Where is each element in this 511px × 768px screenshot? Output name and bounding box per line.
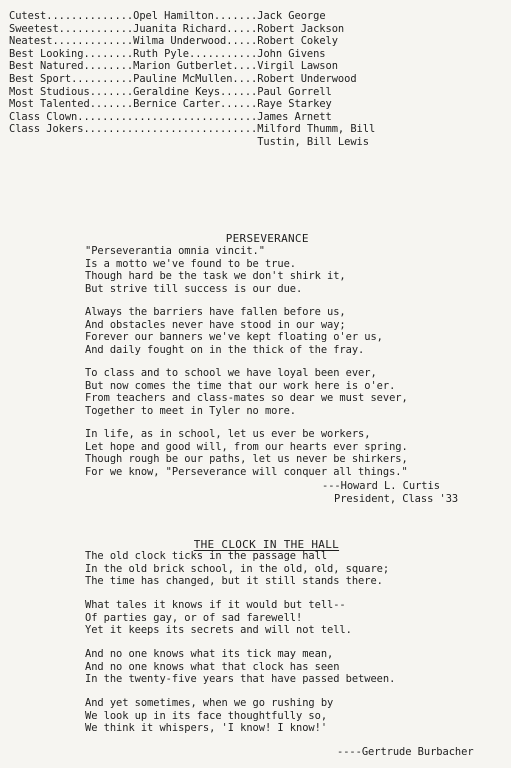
- superlative-girl: Opel Hamilton: [133, 10, 214, 22]
- superlative-girl: Bernice Carter: [133, 98, 221, 111]
- superlative-boy: Milford Thumm, Bill: [257, 123, 376, 136]
- superlative-row: Best Looking........Ruth Pyle...........John Givens: [9, 47, 326, 60]
- poem-line: Of parties gay, or of sad farewell!: [85, 611, 303, 624]
- poem-line: But strive till success is our due.: [85, 282, 303, 295]
- poem-line: Always the barriers have fallen before us,: [85, 306, 346, 318]
- poem-line: In the twenty-five years that have passed between.: [85, 673, 396, 686]
- superlative-girl: Ruth Pyle: [133, 47, 189, 60]
- poem-line: In life, as in school, let us ever be workers,: [85, 428, 371, 440]
- superlative-boy: Robert Cokely: [257, 35, 338, 48]
- superlative-continuation: Tustin, Bill Lewis: [9, 135, 369, 148]
- superlative-row: Sweetest............Juanita Richard.....Robert Jackson: [9, 22, 345, 35]
- superlative-boy: Robert Underwood: [257, 72, 357, 85]
- poem-line: Yet it keeps its secrets and will not tell.: [85, 624, 352, 637]
- superlative-category: Class Jokers: [9, 123, 84, 136]
- superlative-category: Cutest: [9, 10, 47, 22]
- superlative-category: Sweetest: [9, 22, 59, 35]
- superlative-category: Most Studious: [9, 85, 90, 98]
- superlative-row: Class Clown.............................James Arnett: [9, 110, 332, 123]
- superlative-girl: Pauline McMullen: [133, 72, 233, 85]
- superlative-row: Cutest..............Opel Hamilton.......Jack George: [9, 10, 326, 22]
- poem-line: What tales it knows if it would but tell--: [85, 599, 346, 611]
- poem2-stanza: [85, 697, 333, 735]
- poem1-signature-title: President, Class '33: [334, 493, 459, 505]
- superlative-row: Most Studious.......Geraldine Keys......Paul Gorrell: [9, 85, 332, 98]
- superlative-boy: James Arnett: [257, 110, 332, 123]
- poem-line: For we know, "Perseverance will conquer all things.": [85, 465, 408, 478]
- poem-line: We think it whispers, 'I know! I know!': [85, 722, 328, 735]
- superlatives-list: [9, 10, 375, 149]
- poem1-stanza: [85, 245, 346, 295]
- poem1-stanza: [85, 306, 383, 356]
- superlative-category: Best Looking: [9, 47, 84, 60]
- poem1-stanza: [85, 367, 408, 417]
- poem-line: Though rough be our paths, let us never be shirkers,: [85, 453, 408, 466]
- poem-line: And daily fought on in the thick of the fray.: [85, 343, 365, 356]
- poem2-signature: ----Gertrude Burbacher: [337, 746, 474, 758]
- poem-line: Is a motto we've found to be true.: [85, 257, 296, 270]
- poem2-title: THE CLOCK IN THE HALL: [193, 537, 340, 551]
- superlative-boy: Jack George: [257, 10, 326, 22]
- poem-line: The old clock ticks in the passage hall: [85, 550, 328, 562]
- poem-line: And obstacles never have stood in our way;: [85, 318, 346, 331]
- superlative-girl: Marion Gutberlet: [133, 60, 233, 73]
- superlative-category: Class Clown: [9, 110, 78, 123]
- superlative-row: Class Jokers............................Milford Thumm, Bill: [9, 123, 376, 136]
- superlative-category: Best Sport: [9, 72, 72, 85]
- poem-line: "Perseverantia omnia vincit.": [85, 245, 265, 257]
- superlative-boy: Virgil Lawson: [257, 60, 338, 73]
- poem-line: And no one knows what that clock has seen: [85, 660, 340, 673]
- superlative-row: Neatest.............Wilma Underwood.....Robert Cokely: [9, 35, 338, 48]
- poem2-stanza: [85, 550, 389, 588]
- superlative-boy: Raye Starkey: [257, 98, 332, 111]
- poem-line: In the old brick school, in the old, old, square;: [85, 562, 390, 575]
- poem-line: We look up in its face thoughtfully so,: [85, 709, 328, 722]
- superlative-girl: Geraldine Keys: [133, 85, 221, 98]
- poem1-title: PERSEVERANCE: [225, 231, 309, 245]
- superlative-girl: Juanita Richard: [133, 22, 227, 35]
- superlative-category: Neatest: [9, 35, 53, 48]
- poem1-signature: ---Howard L. Curtis: [322, 480, 440, 492]
- superlative-row: Best Natured........Marion Gutberlet....Virgil Lawson: [9, 60, 338, 73]
- poem2-stanza: [85, 599, 352, 637]
- superlative-row: Best Sport..........Pauline McMullen....Robert Underwood: [9, 72, 357, 85]
- poem-line: And no one knows what its tick may mean,: [85, 648, 334, 660]
- poem-line: Together to meet in Tyler no more.: [85, 404, 296, 417]
- superlative-girl: Wilma Underwood: [133, 35, 227, 48]
- poem-line: To class and to school we have loyal been ever,: [85, 367, 377, 379]
- superlative-row: Most Talented.......Bernice Carter......Raye Starkey: [9, 98, 332, 111]
- superlative-boy: Paul Gorrell: [257, 85, 332, 98]
- poem-line: And yet sometimes, when we go rushing by: [85, 697, 334, 709]
- poem-line: Though hard be the task we don't shirk it,: [85, 270, 346, 283]
- poem-line: Let hope and good will, from our hearts ever spring.: [85, 440, 408, 453]
- superlative-category: Most Talented: [9, 98, 90, 111]
- superlative-category: Best Natured: [9, 60, 84, 73]
- poem2-stanza: [85, 648, 395, 686]
- poem-line: But now comes the time that our work here is o'er.: [85, 379, 396, 392]
- poem-line: From teachers and class-mates so dear we must sever,: [85, 392, 408, 405]
- poem1-stanza: [85, 428, 408, 478]
- poem-line: The time has changed, but it still stands there.: [85, 575, 383, 588]
- superlative-boy: John Givens: [257, 47, 326, 60]
- poem-line: Forever our banners we've kept floating o'er us,: [85, 331, 383, 344]
- superlative-boy: Robert Jackson: [257, 22, 345, 35]
